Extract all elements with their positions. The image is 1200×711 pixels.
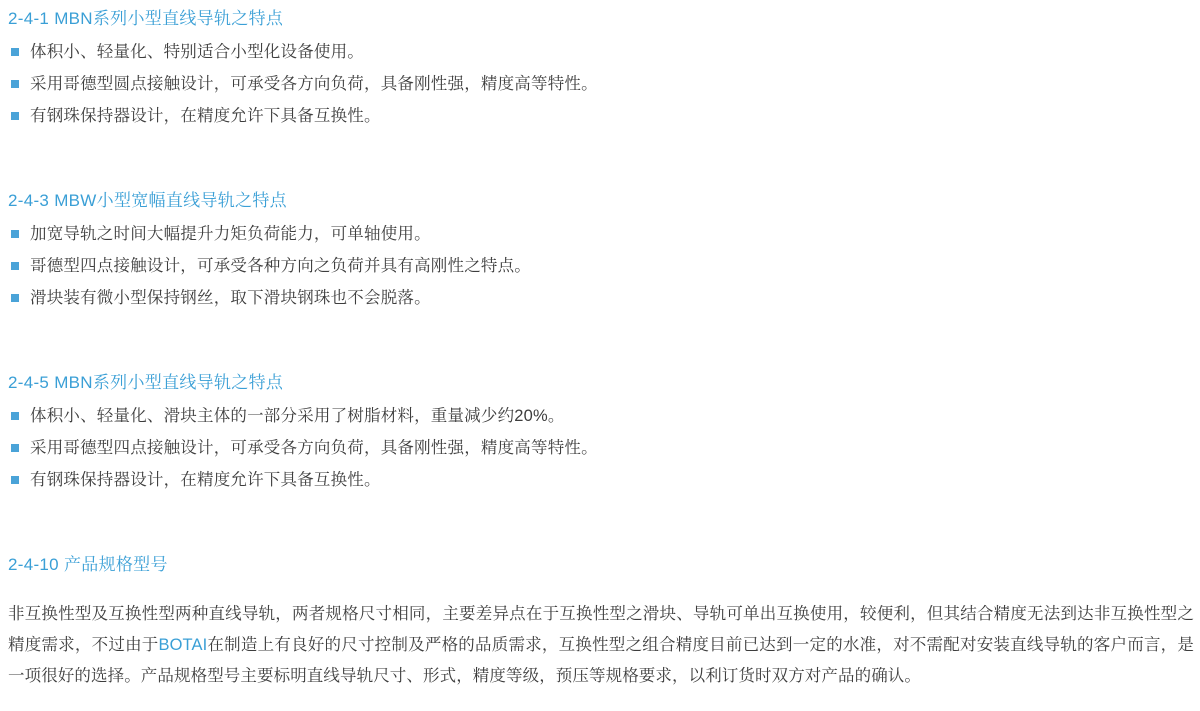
bullet-square-icon: [11, 476, 19, 484]
list-item: [8, 464, 1200, 496]
feature-list: [0, 400, 1200, 496]
section-mbw-features: [0, 182, 1200, 314]
bullet-square-icon: [11, 444, 19, 452]
bullet-square-icon: [11, 412, 19, 420]
section-title: 2-4-3 MBW小型宽幅直线导轨之特点: [8, 191, 287, 210]
section-title: 2-4-10 产品规格型号: [8, 555, 168, 574]
bullet-square-icon: [11, 262, 19, 270]
section-mbn-series-features: [0, 364, 1200, 496]
section-title: 2-4-5 MBN系列小型直线导轨之特点: [8, 373, 284, 392]
list-item-text: 有钢珠保持器设计，在精度允许下具备互换性。: [30, 471, 381, 489]
spec-paragraph-before: 非互换性型及互换性型两种直线导轨，两者规格尺寸相同，主要差异点在于互换性型之滑块、导轨可单出互换使用，较便利，但其结合精度无法到达非互换性型之精度需求，不过由于: [8, 604, 1194, 654]
list-item-text: 采用哥德型四点接触设计，可承受各方向负荷，具备刚性强，精度高等特性。: [30, 439, 598, 457]
bullet-square-icon: [11, 112, 19, 120]
section-title: 2-4-1 MBN系列小型直线导轨之特点: [8, 9, 284, 28]
bullet-square-icon: [11, 230, 19, 238]
list-item-text: 体积小、轻量化、特别适合小型化设备使用。: [30, 43, 364, 61]
brand-name: BOTAI: [158, 635, 208, 654]
section-product-spec: [0, 546, 1200, 708]
list-item: [8, 400, 1200, 432]
bullet-square-icon: [11, 294, 19, 302]
list-item-text: 滑块装有微小型保持钢丝，取下滑块钢珠也不会脱落。: [30, 289, 431, 307]
spec-paragraph-after: 在制造上有良好的尺寸控制及严格的品质需求，互换性型之组合精度目前已达到一定的水准，对不需配对安装直线导轨的客户而言，是一项很好的选择。产品规格型号主要标明直线导轨尺寸、形式，精度等级，预压等规格要求，以利订货时双方对产品的确认。: [8, 635, 1194, 685]
list-item: [8, 100, 1200, 132]
list-item-text: 采用哥德型圆点接触设计，可承受各方向负荷，具备刚性强，精度高等特性。: [30, 75, 598, 93]
section-mbn-features: [0, 0, 1200, 132]
list-item: [8, 282, 1200, 314]
feature-list: [0, 218, 1200, 314]
list-item-text: 哥德型四点接触设计，可承受各种方向之负荷并具有高刚性之特点。: [30, 257, 531, 275]
spec-paragraph: [0, 599, 1200, 692]
list-item: [8, 36, 1200, 68]
list-item: [8, 218, 1200, 250]
list-item: [8, 432, 1200, 464]
list-item-text: 有钢珠保持器设计，在精度允许下具备互换性。: [30, 107, 381, 125]
list-item-text: 加宽导轨之时间大幅提升力矩负荷能力，可单轴使用。: [30, 225, 431, 243]
list-item: [8, 250, 1200, 282]
list-item: [8, 68, 1200, 100]
bullet-square-icon: [11, 80, 19, 88]
list-item-text: 体积小、轻量化、滑块主体的一部分采用了树脂材料，重量减少约20%。: [30, 407, 565, 425]
feature-list: [0, 36, 1200, 132]
bullet-square-icon: [11, 48, 19, 56]
